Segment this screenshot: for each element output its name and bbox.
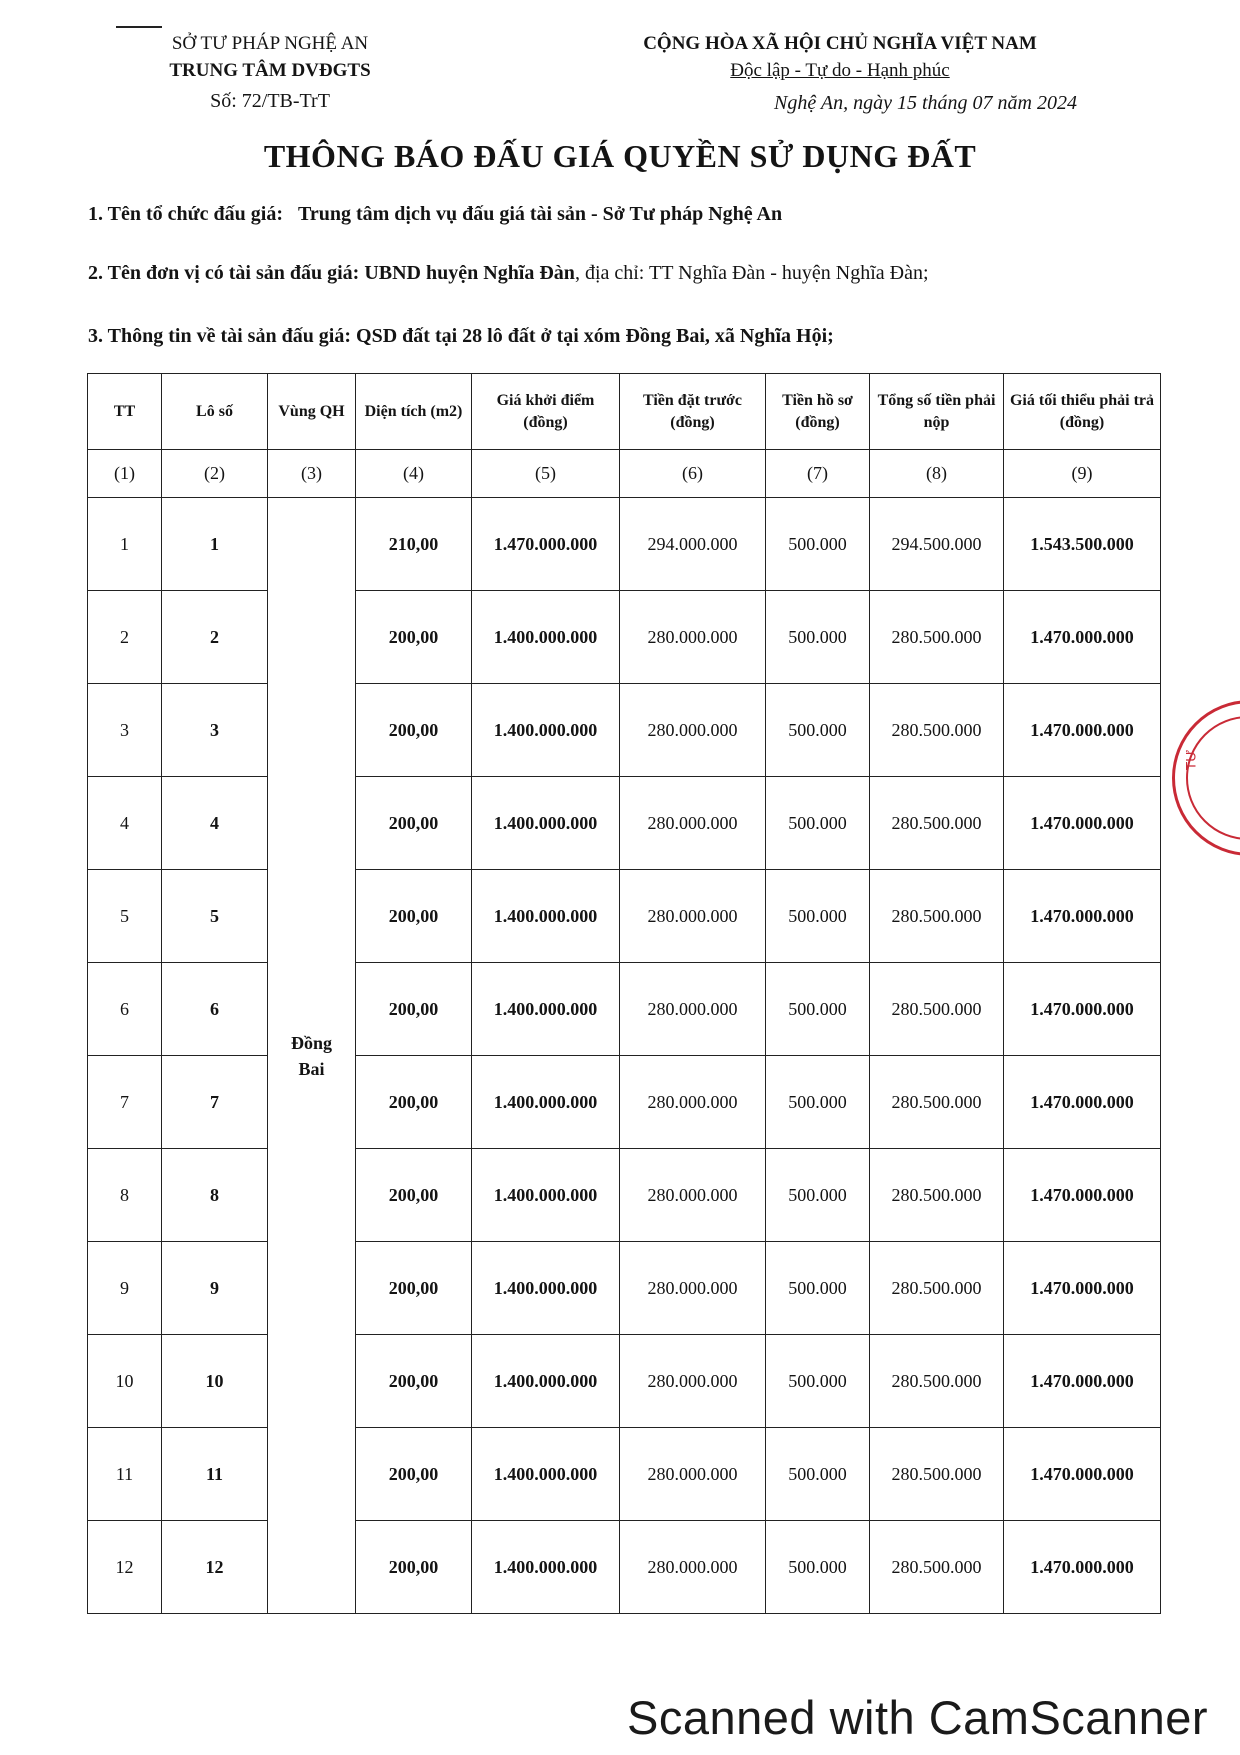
- area-cell: 200,00: [356, 1428, 472, 1521]
- index-cell: (6): [620, 450, 766, 498]
- area-cell: 210,00: [356, 498, 472, 591]
- table-row: [88, 684, 1161, 777]
- auction-lots-table: [87, 373, 1161, 1614]
- fee-cell: 500.000: [766, 1149, 870, 1242]
- header-cell: Lô số: [162, 374, 268, 450]
- asset-owner-line: [88, 262, 929, 285]
- zone-line: Đồng: [290, 1032, 332, 1053]
- total-cell: 280.500.000: [870, 1056, 1004, 1149]
- red-seal-text: TƯ: [1182, 749, 1199, 771]
- table-index-row: [88, 450, 1161, 498]
- min-price-cell: 1.470.000.000: [1004, 777, 1161, 870]
- deposit-cell: 280.000.000: [620, 684, 766, 777]
- asset-owner-label: 2. Tên đơn vị có tài sản đấu giá:: [88, 262, 360, 284]
- total-cell: 280.500.000: [870, 1149, 1004, 1242]
- table-row: [88, 1335, 1161, 1428]
- header-cell: Giá tối thiểu phải trả (đồng): [1004, 374, 1161, 450]
- total-cell: 280.500.000: [870, 1242, 1004, 1335]
- area-cell: 200,00: [356, 963, 472, 1056]
- table-row: [88, 1242, 1161, 1335]
- tt-cell: 8: [88, 1149, 162, 1242]
- min-price-cell: 1.470.000.000: [1004, 1056, 1161, 1149]
- header-cell: TT: [88, 374, 162, 450]
- start-price-cell: 1.400.000.000: [472, 963, 620, 1056]
- min-price-cell: 1.470.000.000: [1004, 963, 1161, 1056]
- lot-cell: 8: [162, 1149, 268, 1242]
- asset-owner-address: , địa chỉ: TT Nghĩa Đàn - huyện Nghĩa Đàn;: [574, 262, 929, 284]
- scanner-watermark: Scanned with CamScanner: [626, 1691, 1208, 1744]
- total-cell: 280.500.000: [870, 777, 1004, 870]
- total-cell: 280.500.000: [870, 1335, 1004, 1428]
- header-cell: Giá khởi điểm (đồng): [472, 374, 620, 450]
- lot-cell: 3: [162, 684, 268, 777]
- deposit-cell: 280.000.000: [620, 1428, 766, 1521]
- zone-cell: [268, 498, 356, 1614]
- lot-cell: 6: [162, 963, 268, 1056]
- fee-cell: 500.000: [766, 777, 870, 870]
- tt-cell: 3: [88, 684, 162, 777]
- total-cell: 280.500.000: [870, 1521, 1004, 1614]
- deposit-cell: 280.000.000: [620, 1149, 766, 1242]
- issuer-department: SỞ TƯ PHÁP NGHỆ AN: [171, 33, 369, 54]
- deposit-cell: 294.000.000: [620, 498, 766, 591]
- fee-cell: 500.000: [766, 1056, 870, 1149]
- start-price-cell: 1.400.000.000: [472, 1428, 620, 1521]
- start-price-cell: 1.400.000.000: [472, 777, 620, 870]
- deposit-cell: 280.000.000: [620, 1056, 766, 1149]
- fee-cell: 500.000: [766, 591, 870, 684]
- fee-cell: 500.000: [766, 1242, 870, 1335]
- lot-cell: 2: [162, 591, 268, 684]
- lot-cell: 5: [162, 870, 268, 963]
- national-motto: Độc lập - Tự do - Hạnh phúc: [730, 60, 950, 81]
- index-cell: (3): [268, 450, 356, 498]
- start-price-cell: 1.400.000.000: [472, 1056, 620, 1149]
- index-cell: (5): [472, 450, 620, 498]
- deposit-cell: 280.000.000: [620, 1335, 766, 1428]
- table-row: [88, 963, 1161, 1056]
- tt-cell: 11: [88, 1428, 162, 1521]
- total-cell: 280.500.000: [870, 1428, 1004, 1521]
- table-row: [88, 498, 1161, 591]
- header-cell: Vùng QH: [268, 374, 356, 450]
- lot-cell: 4: [162, 777, 268, 870]
- total-cell: 280.500.000: [870, 684, 1004, 777]
- lot-cell: 1: [162, 498, 268, 591]
- asset-info-label: 3. Thông tin về tài sản đấu giá:: [88, 325, 352, 347]
- table-row: [88, 777, 1161, 870]
- min-price-cell: 1.470.000.000: [1004, 1428, 1161, 1521]
- auction-organization-label: 1. Tên tổ chức đấu giá:: [88, 203, 283, 225]
- fee-cell: 500.000: [766, 870, 870, 963]
- min-price-cell: 1.470.000.000: [1004, 1242, 1161, 1335]
- area-cell: 200,00: [356, 1149, 472, 1242]
- tt-cell: 7: [88, 1056, 162, 1149]
- auction-organization-line: [88, 203, 782, 226]
- header-cell: Tiền hồ sơ (đồng): [766, 374, 870, 450]
- issuer-block: [120, 30, 420, 115]
- min-price-cell: 1.543.500.000: [1004, 498, 1161, 591]
- area-cell: 200,00: [356, 777, 472, 870]
- min-price-cell: 1.470.000.000: [1004, 684, 1161, 777]
- tt-cell: 9: [88, 1242, 162, 1335]
- lot-cell: 7: [162, 1056, 268, 1149]
- deposit-cell: 280.000.000: [620, 963, 766, 1056]
- total-cell: 280.500.000: [870, 591, 1004, 684]
- start-price-cell: 1.400.000.000: [472, 1335, 620, 1428]
- national-title: CỘNG HÒA XÃ HỘI CHỦ NGHĨA VIỆT NAM: [643, 33, 1037, 54]
- document-date: Nghệ An, ngày 15 tháng 07 năm 2024: [774, 92, 1077, 114]
- fee-cell: 500.000: [766, 1428, 870, 1521]
- total-cell: 280.500.000: [870, 870, 1004, 963]
- start-price-cell: 1.400.000.000: [472, 591, 620, 684]
- deposit-cell: 280.000.000: [620, 591, 766, 684]
- lot-cell: 11: [162, 1428, 268, 1521]
- area-cell: 200,00: [356, 591, 472, 684]
- area-cell: 200,00: [356, 684, 472, 777]
- index-cell: (4): [356, 450, 472, 498]
- tt-cell: 4: [88, 777, 162, 870]
- area-cell: 200,00: [356, 870, 472, 963]
- fee-cell: 500.000: [766, 684, 870, 777]
- area-cell: 200,00: [356, 1335, 472, 1428]
- asset-owner-name: UBND huyện Nghĩa Đàn: [364, 262, 575, 284]
- tt-cell: 12: [88, 1521, 162, 1614]
- area-cell: 200,00: [356, 1521, 472, 1614]
- national-header: [585, 30, 1095, 117]
- deposit-cell: 280.000.000: [620, 777, 766, 870]
- tt-cell: 6: [88, 963, 162, 1056]
- start-price-cell: 1.400.000.000: [472, 1521, 620, 1614]
- fee-cell: 500.000: [766, 1335, 870, 1428]
- table-row: [88, 870, 1161, 963]
- fee-cell: 500.000: [766, 1521, 870, 1614]
- auction-organization-value: Trung tâm dịch vụ đấu giá tài sản - Sở Tư pháp Nghệ An: [297, 203, 783, 225]
- asset-info-line: [88, 325, 834, 348]
- index-cell: (1): [88, 450, 162, 498]
- table-row: [88, 591, 1161, 684]
- total-cell: 294.500.000: [870, 498, 1004, 591]
- scan-mark: [116, 26, 162, 28]
- index-cell: (2): [162, 450, 268, 498]
- fee-cell: 500.000: [766, 963, 870, 1056]
- table-row: [88, 1149, 1161, 1242]
- table-row: [88, 1521, 1161, 1614]
- zone-line: Bai: [298, 1058, 325, 1079]
- start-price-cell: 1.470.000.000: [472, 498, 620, 591]
- table-row: [88, 1428, 1161, 1521]
- tt-cell: 5: [88, 870, 162, 963]
- deposit-cell: 280.000.000: [620, 1521, 766, 1614]
- index-cell: (8): [870, 450, 1004, 498]
- index-cell: (7): [766, 450, 870, 498]
- tt-cell: 1: [88, 498, 162, 591]
- min-price-cell: 1.470.000.000: [1004, 1521, 1161, 1614]
- index-cell: (9): [1004, 450, 1161, 498]
- start-price-cell: 1.400.000.000: [472, 1149, 620, 1242]
- lot-cell: 10: [162, 1335, 268, 1428]
- start-price-cell: 1.400.000.000: [472, 684, 620, 777]
- start-price-cell: 1.400.000.000: [472, 1242, 620, 1335]
- total-cell: 280.500.000: [870, 963, 1004, 1056]
- deposit-cell: 280.000.000: [620, 1242, 766, 1335]
- min-price-cell: 1.470.000.000: [1004, 870, 1161, 963]
- table-header-row: [88, 374, 1161, 450]
- area-cell: 200,00: [356, 1056, 472, 1149]
- area-cell: 200,00: [356, 1242, 472, 1335]
- lot-cell: 12: [162, 1521, 268, 1614]
- asset-info-value: QSD đất tại 28 lô đất ở tại xóm Đồng Bai, xã Nghĩa Hội;: [356, 325, 834, 347]
- start-price-cell: 1.400.000.000: [472, 870, 620, 963]
- fee-cell: 500.000: [766, 498, 870, 591]
- min-price-cell: 1.470.000.000: [1004, 1149, 1161, 1242]
- deposit-cell: 280.000.000: [620, 870, 766, 963]
- tt-cell: 10: [88, 1335, 162, 1428]
- min-price-cell: 1.470.000.000: [1004, 1335, 1161, 1428]
- table-row: [88, 1056, 1161, 1149]
- document-number: Số: 72/TB-TrT: [210, 90, 330, 112]
- header-cell: Tiền đặt trước (đồng): [620, 374, 766, 450]
- tt-cell: 2: [88, 591, 162, 684]
- header-cell: Diện tích (m2): [356, 374, 472, 450]
- header-cell: Tổng số tiền phải nộp: [870, 374, 1004, 450]
- lot-cell: 9: [162, 1242, 268, 1335]
- document-title: THÔNG BÁO ĐẤU GIÁ QUYỀN SỬ DỤNG ĐẤT: [263, 138, 977, 174]
- min-price-cell: 1.470.000.000: [1004, 591, 1161, 684]
- issuer-center: TRUNG TÂM DVĐGTS: [169, 60, 371, 81]
